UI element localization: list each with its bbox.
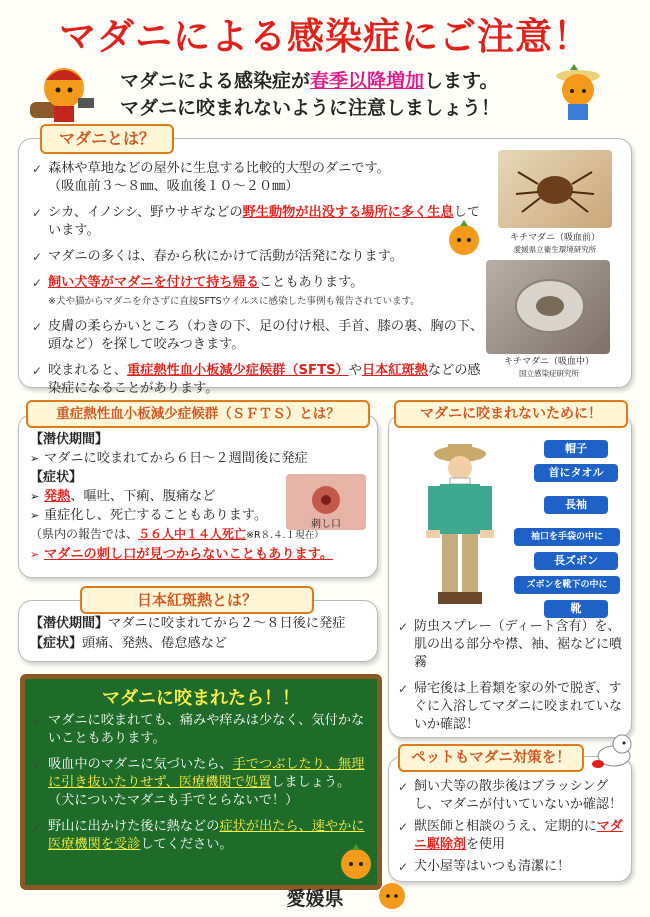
bite-photo-caption: 刺し口: [311, 519, 341, 530]
footer-prefecture: 愛媛県: [286, 888, 344, 910]
about-list: [30, 160, 485, 406]
tick-photo-before: [498, 150, 612, 228]
list-item: ✓ 帰宅後は上着類を家の外で脱ぎ、すぐに入浴してマダニに咬まれていないか確認！: [396, 680, 626, 734]
footer-mascot-icon: [336, 842, 376, 882]
pet-heading: ペットもマダニ対策を！: [398, 744, 584, 772]
list-item: ✓ マダニに咬まれても、痛みや痒みは少なく、気付かないこともあります。: [30, 712, 366, 748]
list-item: ✓ 防虫スプレー（ディート含有）を、肌の出る部分や襟、袖、裾などに噴霧: [396, 618, 626, 672]
label-hat: 帽子: [544, 440, 608, 458]
bitten-list: [30, 712, 366, 862]
clothing-labels: [514, 440, 620, 618]
label-long-sleeve: 長袖: [544, 496, 608, 514]
list-item: ✓ 咬まれると、重症熱性血小板減少症候群（SFTS）や日本紅斑熱などの感染症になることがあります。: [30, 362, 485, 398]
label-long-pants: 長ズボン: [534, 552, 618, 570]
dog-icon: [590, 728, 636, 770]
list-item: ✓ シカ、イノシシ、野ウサギなどの野生動物が出没する場所に多く生息しています。: [30, 204, 485, 240]
spotted-content: 【潜伏期間】マダニに咬まれてから２～８日後に発症 【症状】頭痛、発熱、倦怠感など: [30, 616, 346, 651]
hiker-figure-icon: [410, 440, 510, 610]
label-towel: 首にタオル: [534, 464, 618, 482]
tick-photo-feeding: [486, 260, 610, 354]
footer-mascot-right-icon: [374, 876, 410, 912]
list-item: ✓ 飼い犬等がマダニを付けて持ち帰ることもあります。 ※犬や猫からマダニを介さずに直接SFTSウイルスに感染した事例も報告されています。: [30, 274, 485, 310]
list-item: ✓ 野山に出かけた後に熱などの症状が出たら、速やかに医療機関を受診してください。: [30, 818, 366, 854]
mascot-small-icon: [444, 220, 484, 258]
page-title: マダニによる感染症にご注意！: [59, 15, 591, 58]
prevent-heading: マダニに咬まれないために！: [394, 400, 628, 428]
photo2-caption: キチマダニ（吸血中） 国立感染症研究所: [503, 357, 594, 378]
sfts-content: 【潜伏期間】 ➢ マダニに咬まれてから６日～２週間後に発症 【症状】 ➢ 発熱、嘔吐、下痢、腹痛など ➢ 重症化し、死亡することもあります。 （県内の報告では、５６人中１４人死亡※R８.４.１現在） ➢ マダニの刺し口が見つからないこともあります。: [30, 430, 370, 564]
list-item: ✓ 犬小屋等はいつも清潔に！: [396, 858, 626, 876]
spotted-heading: 日本紅斑熱とは？: [80, 586, 314, 614]
prevent-list: [396, 618, 626, 742]
list-item: ✓ マダニの多くは、春から秋にかけて活動が活発になります。: [30, 248, 485, 266]
label-cuff: 袖口を手袋の中に: [514, 528, 620, 546]
intro-text: マダニによる感染症が春季以降増加します。 マダニに咬まれないように注意しましょう！: [120, 70, 501, 119]
sfts-heading: 重症熱性血小板減少症候群（ＳＦＴＳ）とは？: [26, 400, 370, 428]
pet-list: [396, 778, 626, 884]
list-item: ✓ 皮膚の柔らかいところ（わきの下、足の付け根、手首、膝の裏、胸の下、頭など）を探して咬みつきます。: [30, 318, 485, 354]
intro-highlight: 春季以降増加: [310, 70, 425, 92]
list-item: ✓ 飼い犬等の散歩後はブラッシングし、マダニが付いていないか確認！: [396, 778, 626, 814]
list-item: ✓ 吸血中のマダニに気づいたら、手でつぶしたり、無理に引き抜いたりせず、医療機関で処置しましょう。（犬についたマダニも手でとらないで！）: [30, 756, 366, 810]
list-item: ✓ 獣医師と相談のうえ、定期的にマダニ駆除剤を使用: [396, 818, 626, 854]
bitten-heading: マダニに咬まれたら！！: [102, 688, 300, 709]
mascot-lumberjack-icon: [28, 58, 90, 118]
label-shoes: 靴: [544, 600, 608, 618]
photo1-caption: キチマダニ（吸血前） 愛媛県立衛生環境研究所: [509, 233, 600, 254]
mascot-hiker-icon: [548, 64, 610, 124]
about-heading: マダニとは？: [40, 124, 174, 154]
label-pants-in-socks: ズボンを靴下の中に: [514, 576, 620, 594]
list-item: ✓ 森林や草地などの屋外に生息する比較的大型のダニです。 （吸血前３～８㎜、吸血後１０～２０㎜）: [30, 160, 485, 196]
